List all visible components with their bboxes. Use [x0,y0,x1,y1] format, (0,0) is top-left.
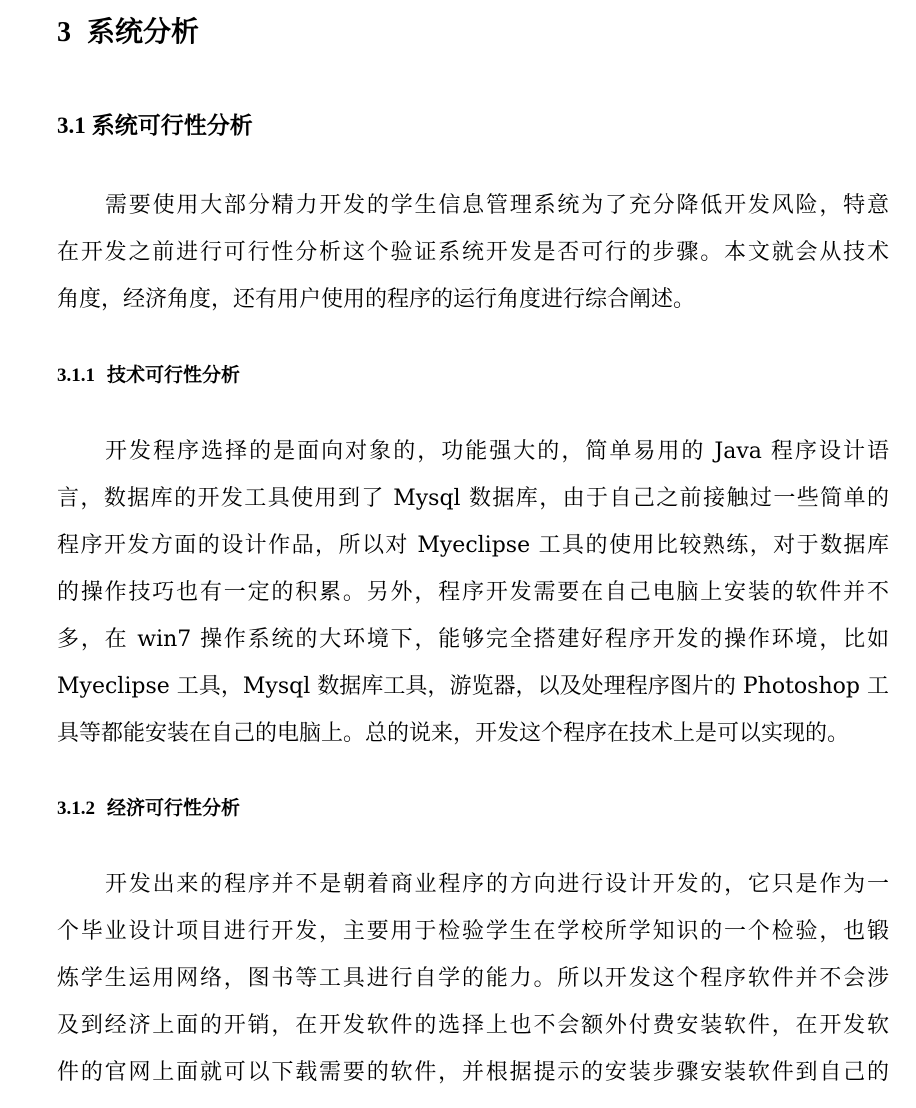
paragraph-line: 及到经济上面的开销，在开发软件的选择上也不会额外付费安装软件，在开发软 [57,1013,889,1038]
paragraph-line: 在开发之前进行可行性分析这个验证系统开发是否可行的步骤。本文就会从技术 [57,240,889,265]
paragraph-line: 多，在 win7 操作系统的大环境下，能够完全搭建好程序开发的操作环境，比如 [57,627,889,652]
chapter-number: 3 [57,17,71,48]
section-number: 3.1 [57,113,86,138]
paragraph-line: 需要使用大部分精力开发的学生信息管理系统为了充分降低开发风险，特意 [105,193,889,218]
paragraph-line: 开发出来的程序并不是朝着商业程序的方向进行设计开发的，它只是作为一 [105,872,889,897]
subsection-heading-economic [57,793,240,824]
subsection-number: 3.1.1 [57,365,95,386]
paragraph-line: 言，数据库的开发工具使用到了 Mysql 数据库，由于自己之前接触过一些简单的 [57,486,889,511]
subsection-number: 3.1.2 [57,798,95,819]
paragraph-line: Myeclipse 工具，Mysql 数据库工具，游览器，以及处理程序图片的 Photoshop 工 [57,674,889,699]
paragraph-line: 程序开发方面的设计作品，所以对 Myeclipse 工具的使用比较熟练，对于数据库 [57,533,889,558]
paragraph-line: 开发程序选择的是面向对象的，功能强大的，简单易用的 Java 程序设计语 [105,439,889,464]
chapter-title: 系统分析 [87,15,200,48]
subsection-title: 技术可行性分析 [107,364,241,386]
subsection-heading-technical [57,360,240,391]
paragraph-line: 炼学生运用网络，图书等工具进行自学的能力。所以开发这个程序软件并不会涉 [57,966,889,991]
section-title: 系统可行性分析 [91,113,253,139]
paragraph-line: 具等都能安装在自己的电脑上。总的说来，开发这个程序在技术上是可以实现的。 [57,721,850,746]
paragraph-line: 角度，经济角度，还有用户使用的程序的运行角度进行综合阐述。 [57,287,696,312]
subsection-title: 经济可行性分析 [107,797,241,819]
paragraph-line: 个毕业设计项目进行开发，主要用于检验学生在学校所学知识的一个检验，也锻 [57,919,889,944]
intro-paragraph [57,182,889,323]
economic-paragraph [57,861,889,1096]
technical-paragraph [57,428,889,757]
section-heading [57,108,253,144]
chapter-heading [57,12,199,53]
paragraph-line: 的操作技巧也有一定的积累。另外，程序开发需要在自己电脑上安装的软件并不 [57,580,889,605]
paragraph-line: 件的官网上面就可以下载需要的软件，并根据提示的安装步骤安装软件到自己的 [57,1060,889,1085]
